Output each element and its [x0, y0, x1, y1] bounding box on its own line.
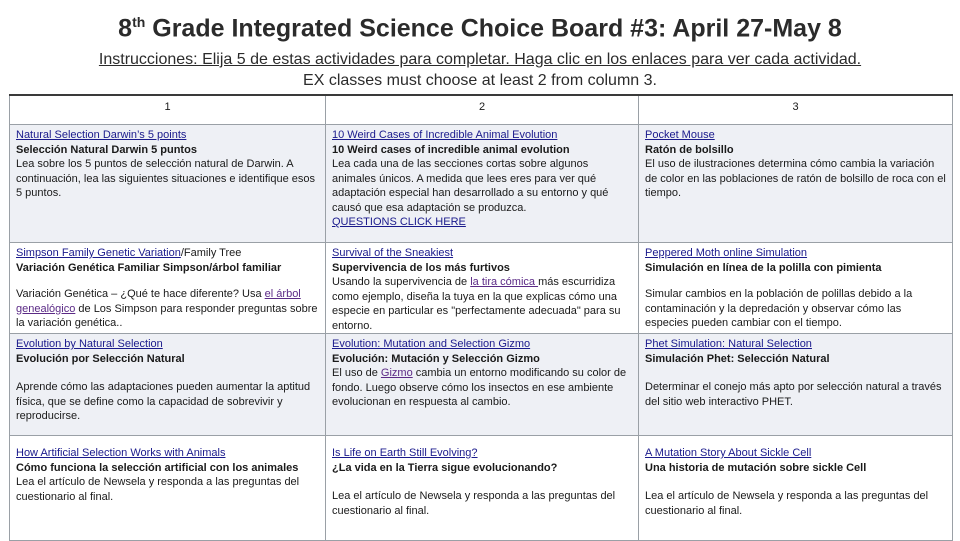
- activity-link[interactable]: Evolution by Natural Selection: [16, 338, 163, 350]
- column-header-2: 2: [326, 95, 639, 125]
- activity-title: Una historia de mutación sobre sickle Cell: [645, 461, 867, 474]
- questions-link[interactable]: QUESTIONS CLICK HERE: [332, 216, 466, 228]
- activity-title: Variación Genética Familiar Simpson/árbol familiar: [16, 261, 282, 274]
- activity-cell: [10, 243, 326, 334]
- activity-link[interactable]: A Mutation Story About Sickle Cell: [645, 447, 812, 459]
- activity-title: Simulación Phet: Selección Natural: [645, 352, 830, 365]
- activity-link[interactable]: Peppered Moth online Simulation: [645, 247, 808, 259]
- activity-link[interactable]: Is Life on Earth Still Evolving?: [332, 447, 478, 459]
- activity-cell: [326, 436, 639, 541]
- activity-title: Evolución: Mutación y Selección Gizmo: [332, 352, 540, 365]
- activity-description: El uso de ilustraciones determina cómo cambia la variación de color en las poblaciones de ratón de bolsillo de roca con el tiempo.: [645, 158, 946, 199]
- activity-description: Lea el artículo de Newsela y responda a las preguntas del cuestionario al final.: [332, 490, 616, 517]
- activity-title: Selección Natural Darwin 5 puntos: [16, 143, 197, 156]
- activity-cell: [326, 125, 639, 243]
- activity-link[interactable]: Phet Simulation: Natural Selection: [645, 338, 812, 350]
- activity-link-suffix: /Family Tree: [180, 247, 242, 259]
- activity-description: Lea el artículo de Newsela y responda a las preguntas del cuestionario al final.: [645, 490, 929, 517]
- ex-note: EX classes must choose at least 2 from column 3.: [303, 72, 657, 89]
- column-header-1: 1: [10, 95, 326, 125]
- activity-link[interactable]: Survival of the Sneakiest: [332, 247, 454, 259]
- activity-title: Evolución por Selección Natural: [16, 352, 185, 365]
- activity-title: 10 Weird cases of incredible animal evolution: [332, 143, 570, 156]
- activity-cell: [639, 436, 953, 541]
- activity-description: Usando la supervivencia de la tira cómica más escurridiza como ejemplo, diseña la tuya en la que explicas cómo una especie en particular es "perfectamente adecuada" para su entorno.: [332, 276, 621, 332]
- page-title: 8th Grade Integrated Science Choice Board #3: April 27-May 8: [118, 14, 842, 43]
- activity-link[interactable]: Simpson Family Genetic Variation: [16, 247, 181, 259]
- activity-title: Supervivencia de los más furtivos: [332, 261, 510, 274]
- activity-link[interactable]: 10 Weird Cases of Incredible Animal Evolution: [332, 129, 558, 141]
- activity-description: Lea cada una de las secciones cortas sobre algunos animales únicos. A medida que lees eres para ver qué adaptación especial han desarrollado a su entorno y qué causó que esa adaptación se produzca.: [332, 158, 609, 214]
- activity-description: Variación Genética – ¿Qué te hace diferente? Usa el árbol genealógico de Los Simpson para responder preguntas sobre la variación genética..: [16, 288, 318, 329]
- instructions: [0, 49, 960, 91]
- activity-title: ¿La vida en la Tierra sigue evolucionando?: [332, 461, 558, 474]
- activity-description: El uso de Gizmo cambia un entorno modificando su color de fondo. Luego observe cómo los insectos en ese ambiente evolucionan en respuesta al cambio.: [332, 367, 627, 408]
- column-header-3: 3: [639, 95, 953, 125]
- activity-cell: [10, 334, 326, 436]
- activity-title: Simulación en línea de la polilla con pimienta: [645, 261, 882, 274]
- activity-link[interactable]: How Artificial Selection Works with Animals: [16, 447, 226, 459]
- gizmo-link[interactable]: Gizmo: [380, 367, 413, 379]
- activity-cell: [639, 243, 953, 334]
- activity-cell: [10, 436, 326, 541]
- activity-link[interactable]: Pocket Mouse: [645, 129, 715, 141]
- activity-description: Determinar el conejo más apto por selección natural a través del sitio web interactivo PHET.: [645, 381, 942, 408]
- family-tree-link[interactable]: el árbol genealógico: [16, 288, 301, 315]
- activity-link[interactable]: Natural Selection Darwin’s 5 points: [16, 129, 187, 141]
- activity-description: Simular cambios en la población de polillas debido a la contaminación y la depredación y observar cómo las especies pueden cambiar con el tiempo.: [645, 288, 913, 329]
- activity-cell: [326, 243, 639, 334]
- activity-description: Aprende cómo las adaptaciones pueden aumentar la aptitud física, que se define como la capacidad de sobrevivir y reproducirse.: [16, 381, 311, 422]
- instructions-text: Instrucciones: Elija 5 de estas actividades para completar. Haga clic en los enlaces para ver cada actividad.: [98, 51, 862, 68]
- activity-description: Lea el artículo de Newsela y responda a las preguntas del cuestionario al final.: [16, 476, 300, 503]
- comic-strip-link[interactable]: la tira cómica: [470, 276, 539, 288]
- activity-cell: [326, 334, 639, 436]
- activity-cell: [10, 125, 326, 243]
- activity-cell: [639, 334, 953, 436]
- activity-description: Lea sobre los 5 puntos de selección natural de Darwin. A continuación, lea las siguientes situaciones e identifique esos 5 puntos.: [16, 158, 316, 199]
- choice-board-table: [9, 94, 953, 541]
- activity-link[interactable]: Evolution: Mutation and Selection Gizmo: [332, 338, 531, 350]
- activity-title: Cómo funciona la selección artificial con los animales: [16, 461, 299, 474]
- activity-title: Ratón de bolsillo: [645, 143, 734, 156]
- activity-cell: [639, 125, 953, 243]
